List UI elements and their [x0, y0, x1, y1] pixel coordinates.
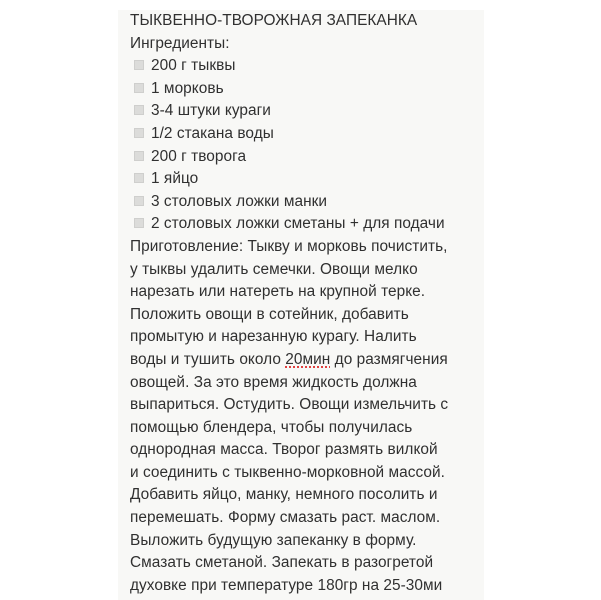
preparation-line: духовке при температуре 180гр на 25-30ми [130, 576, 443, 594]
checklist-item-label: 200 г тыквы [151, 57, 236, 75]
checklist-item-label: 1/2 стакана воды [151, 124, 274, 142]
checkbox-icon[interactable] [134, 60, 144, 70]
checklist-item [130, 100, 484, 123]
preparation-text-segment: воды и тушить около [130, 350, 286, 368]
checklist-item [130, 191, 484, 214]
checklist-item-label: 200 г творога [151, 147, 247, 165]
preparation-line: Положить овощи в сотейник, добавить [130, 305, 409, 323]
spellcheck-flagged-word[interactable]: 20мин [285, 350, 331, 368]
checklist-item-label: 3 столовых ложки манки [151, 192, 328, 210]
checklist-item-label: 3-4 штуки кураги [151, 102, 271, 120]
note-title: ТЫКВЕННО-ТВОРОЖНАЯ ЗАПЕКАНКА [130, 12, 418, 29]
checklist-item [130, 213, 484, 236]
preparation-line [130, 349, 484, 372]
checklist-item-label: 1 яйцо [151, 170, 199, 188]
checkbox-icon[interactable] [134, 173, 144, 183]
checklist-item-label: 2 столовых ложки сметаны + для подачи [151, 215, 445, 233]
checklist-item [130, 55, 484, 78]
checklist-item [130, 123, 484, 146]
note-body[interactable] [130, 10, 484, 597]
checkbox-icon[interactable] [134, 218, 144, 228]
checklist-item-label: 1 морковь [151, 79, 224, 97]
preparation-text [130, 236, 484, 598]
ingredients-heading: Ингредиенты: [130, 34, 230, 52]
note-page[interactable] [118, 10, 484, 600]
preparation-line: промытую и нарезанную курагу. Налить [130, 328, 417, 346]
preparation-line: помощью блендера, чтобы получилась [130, 418, 413, 436]
checkbox-icon[interactable] [134, 83, 144, 93]
preparation-line: овощей. За это время жидкость должна [130, 373, 417, 391]
preparation-line: у тыквы удалить семечки. Овощи мелко [130, 260, 418, 278]
preparation-line: Добавить яйцо, манку, немного посолить и [130, 486, 438, 504]
preparation-line: перемешать. Форму смазать раст. маслом. [130, 509, 441, 527]
ingredients-checklist [130, 55, 484, 236]
preparation-line: и соединить с тыквенно-морковной массой. [130, 463, 446, 481]
preparation-line: Выложить будущую запеканку в форму. [130, 531, 417, 549]
checkbox-icon[interactable] [134, 151, 144, 161]
preparation-text-segment: до размягчения [330, 350, 448, 368]
checkbox-icon[interactable] [134, 196, 144, 206]
preparation-line: нарезать или натереть на крупной терке. [130, 283, 426, 301]
checklist-item [130, 168, 484, 191]
preparation-line: однородная масса. Творог размять вилкой [130, 441, 438, 459]
checkbox-icon[interactable] [134, 128, 144, 138]
checklist-item [130, 78, 484, 101]
checklist-item [130, 146, 484, 169]
preparation-line: Приготовление: Тыкву и морковь почистить, [130, 237, 448, 255]
preparation-line: выпариться. Остудить. Овощи измельчить с [130, 396, 449, 414]
preparation-line: Смазать сметаной. Запекать в разогретой [130, 554, 434, 572]
checkbox-icon[interactable] [134, 105, 144, 115]
